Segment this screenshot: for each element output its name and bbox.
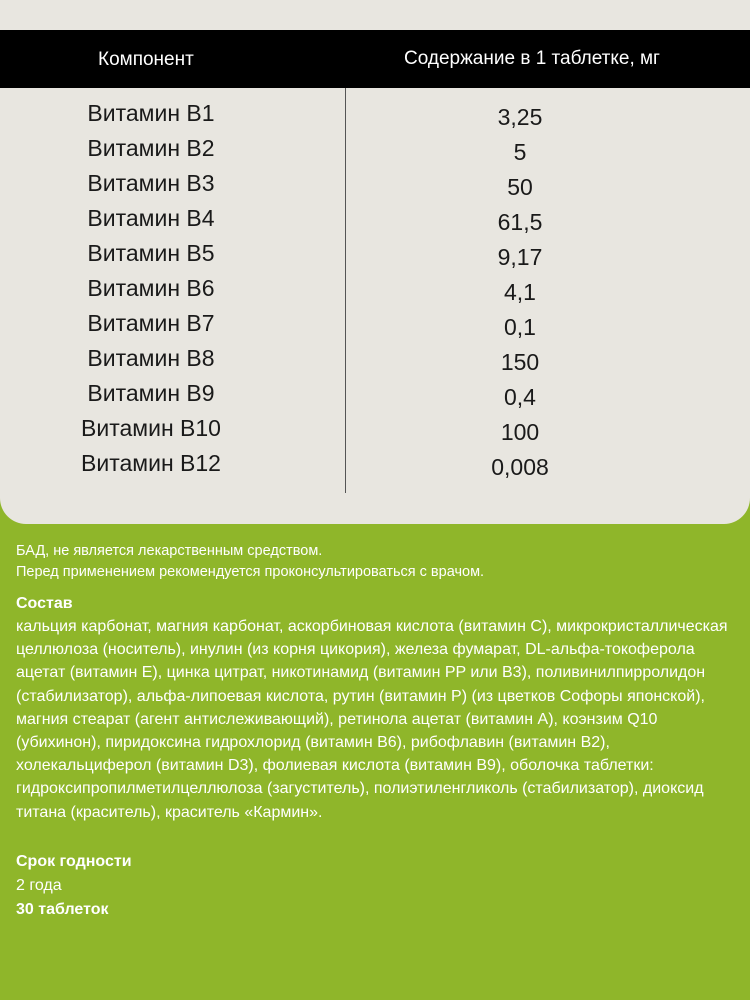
row-value: 61,5 (497, 209, 543, 235)
table-row (0, 96, 750, 131)
table-row (0, 446, 750, 481)
package-count: 30 таблеток (16, 901, 109, 918)
row-name: Витамин B3 (87, 170, 215, 196)
composition-text: кальция карбонат, магния карбонат, аскорбиновая кислота (витамин С), микрокристаллическая целлюлоза (носитель), инулин (из корня цикория), железа фумарат, DL-альфа-токоферола ацетат (витамин Е), цинка цитрат, никотинамид (витамин PP или B3), поливинилпирролидон (стабилизатор), альфа-липоевая кислота, рутин (витамин P) (из цветков Софоры японской), магния стеарат (агент антислеживающий), ретинола ацетат (витамин А), коэнзим Q10 (убихинон), пиридоксина гидрохлорид (витамин B6), рибофлавин (витамин B2), холекальциферол (витамин D3), фолиевая кислота (витамин B9), оболочка таблетки: гидроксипропилметилцеллюлоза (загуститель), полиэтиленгликоль (стабилизатор), диоксид титана (краситель), краситель «Кармин». (16, 618, 728, 821)
table-row (0, 341, 750, 376)
composition-section (16, 593, 740, 824)
row-name: Витамин B9 (87, 380, 215, 406)
table-row (0, 131, 750, 166)
row-value: 4,1 (504, 279, 536, 305)
row-name: Витамин B7 (87, 310, 215, 336)
row-value: 9,17 (497, 244, 543, 270)
supplement-notice (16, 541, 484, 583)
row-name: Витамин B12 (81, 450, 221, 476)
row-name: Витамин B6 (87, 275, 215, 301)
table-row (0, 306, 750, 341)
notice-line-2: Перед применением рекомендуется проконсультироваться с врачом. (16, 564, 485, 580)
table-row (0, 236, 750, 271)
row-value: 0,008 (491, 454, 549, 480)
row-value: 100 (500, 419, 540, 445)
row-name: Витамин B8 (87, 345, 215, 371)
table-header (0, 30, 750, 88)
table-body (0, 96, 750, 481)
row-value: 150 (500, 349, 540, 375)
table-row (0, 271, 750, 306)
row-name: Витамин B1 (87, 100, 215, 126)
notice-line-1: БАД, не является лекарственным средством. (16, 543, 323, 559)
row-value: 5 (513, 139, 527, 165)
row-name: Витамин B4 (87, 205, 215, 231)
table-row (0, 376, 750, 411)
shelf-life-value: 2 года (16, 877, 62, 894)
table-row (0, 166, 750, 201)
row-value: 0,1 (504, 314, 536, 340)
composition-heading: Состав (16, 595, 73, 612)
table-row (0, 411, 750, 446)
header-content: Содержание в 1 таблетке, мг (404, 48, 660, 69)
row-name: Витамин B5 (87, 240, 215, 266)
shelf-life-section (16, 850, 132, 922)
row-name: Витамин B10 (81, 415, 221, 441)
row-value: 0,4 (504, 384, 536, 410)
header-component: Компонент (98, 49, 194, 70)
table-row (0, 201, 750, 236)
shelf-life-heading: Срок годности (16, 853, 132, 870)
row-value: 50 (507, 174, 533, 200)
row-value: 3,25 (497, 104, 543, 130)
row-name: Витамин B2 (87, 135, 215, 161)
